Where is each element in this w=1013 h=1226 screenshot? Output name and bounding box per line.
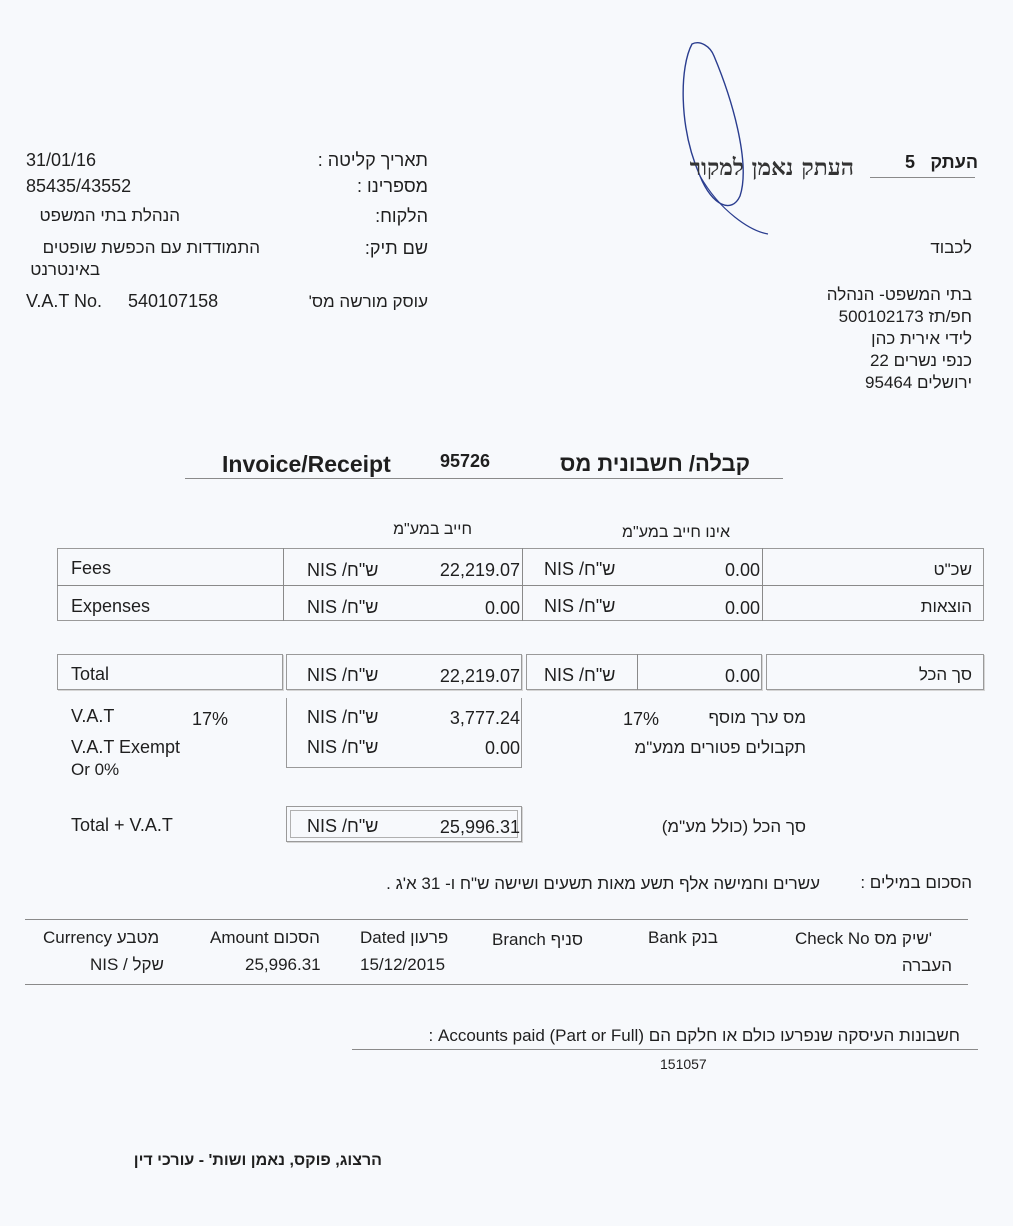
- recipient-line1: בתי המשפט- הנהלה: [826, 285, 972, 304]
- fees-liable-amount: 22,219.07: [439, 560, 520, 580]
- receipt-date-label: תאריך קליטה :: [317, 150, 428, 170]
- total-exempt-amount: 0.00: [724, 666, 760, 686]
- payment-value-currency: NIS / שקל: [90, 955, 164, 974]
- signature-scribble: [640, 36, 780, 246]
- recipient-line4: כנפי נשרים 22: [869, 351, 972, 370]
- fees-row-divider: [57, 585, 984, 586]
- invoice-number: 95726: [440, 451, 491, 471]
- grand-total-currency: NIS ש"ח/: [307, 816, 379, 836]
- payment-header-dated: Dated פרעון: [360, 928, 449, 947]
- grand-total-label-he: סך הכל (כולל מע"מ): [661, 817, 806, 836]
- fees-exempt-currency: NIS ש"ח/: [544, 559, 616, 579]
- payment-value-check: העברה: [901, 956, 952, 975]
- case-name-line1: התמודדות עם הכפשת שופטים: [42, 238, 260, 257]
- our-number: 85435/43552: [26, 176, 132, 196]
- payment-header-branch: Branch סניף: [492, 930, 584, 949]
- case-name-line2: באינטרנט: [30, 260, 100, 279]
- our-number-label: מספרינו :: [357, 176, 428, 196]
- accounts-label: חשבונות העיסקה שנפרעו כולם או חלקם הם (Accounts paid (Part or Full :: [428, 1026, 960, 1045]
- words-text: עשרים וחמישה אלף תשע מאות תשעים ושישה ש"ח ו- 31 א'ג .: [386, 874, 820, 893]
- client-name: הנהלת בתי המשפט: [39, 206, 180, 225]
- col-divider-2: [522, 548, 523, 621]
- copy-label: העתק: [930, 152, 978, 172]
- vat-number: 540107158: [128, 291, 219, 311]
- vat-exempt-currency: NIS ש"ח/: [307, 737, 379, 757]
- col-divider-3: [762, 548, 763, 621]
- vat-label-he-row: מס ערך מוסף: [708, 708, 806, 727]
- copy-underline: [870, 177, 975, 178]
- vat-currency: NIS ש"ח/: [307, 707, 379, 727]
- total-label-he: סך הכל: [918, 665, 972, 684]
- accounts-underline: [352, 1049, 978, 1050]
- expenses-exempt-amount: 0.00: [724, 598, 760, 618]
- words-label: הסכום במילים :: [860, 873, 972, 892]
- total-exempt-divider: [637, 654, 638, 690]
- receipt-date: 31/01/16: [26, 150, 97, 170]
- expenses-label-he: הוצאות: [920, 597, 972, 616]
- vat-exempt-label-en2: Or 0%: [71, 760, 120, 779]
- vat-exempt-amount: 0.00: [484, 738, 520, 758]
- payment-header-bank: Bank בנק: [648, 928, 718, 947]
- recipient-line2: חפ/תז 500102173: [838, 307, 972, 326]
- fees-liable-currency: NIS ש"ח/: [307, 560, 379, 580]
- grand-total-amount: 25,996.31: [439, 817, 520, 837]
- client-label: הלקוח:: [375, 206, 428, 226]
- payment-bottom-line: [25, 984, 968, 985]
- col-header-not-vat-liable: אינו חייב במע"מ: [622, 524, 730, 541]
- payment-header-currency: Currency מטבע: [43, 928, 160, 947]
- accounts-number: 151057: [660, 1056, 707, 1072]
- firm-name: הרצוג, פוקס, נאמן ושות' - עורכי דין: [133, 1152, 382, 1169]
- total-label-en: Total: [71, 664, 110, 684]
- expenses-liable-amount: 0.00: [484, 598, 520, 618]
- case-label: שם תיק:: [364, 238, 428, 258]
- payment-value-amount: 25,996.31: [245, 955, 321, 974]
- recipient-line5: ירושלים 95464: [865, 373, 972, 392]
- vat-rate-en: 17%: [192, 709, 229, 729]
- expenses-exempt-currency: NIS ש"ח/: [544, 596, 616, 616]
- total-exempt-currency: NIS ש"ח/: [544, 665, 616, 685]
- payment-top-line: [25, 919, 968, 920]
- copy-number: 5: [905, 152, 916, 172]
- recipient-to: לכבוד: [930, 238, 972, 257]
- vat-exempt-label-he: תקבולים פטורים ממע"מ: [634, 738, 806, 757]
- payment-header-check: Check No שיק מס': [795, 929, 933, 948]
- expenses-liable-currency: NIS ש"ח/: [307, 597, 379, 617]
- payment-header-amount: Amount הסכום: [210, 928, 320, 947]
- fees-label-en: Fees: [71, 558, 112, 578]
- title-en: Invoice/Receipt: [222, 451, 391, 477]
- col-divider-1: [283, 548, 284, 621]
- fees-label-he: שכ"ט: [933, 560, 972, 579]
- title-he: קבלה/ חשבונית מס: [559, 451, 750, 476]
- expenses-label-en: Expenses: [71, 596, 151, 616]
- vat-rate-he: 17%: [623, 709, 660, 729]
- vat-label-he: עוסק מורשה מס': [308, 292, 428, 311]
- stamp-text: העתק נאמן למקור: [689, 154, 854, 181]
- total-liable-currency: NIS ש"ח/: [307, 665, 379, 685]
- fees-exempt-amount: 0.00: [724, 560, 760, 580]
- total-liable-amount: 22,219.07: [439, 666, 520, 686]
- vat-label-en: V.A.T No.: [26, 291, 103, 311]
- col-header-vat-liable: חייב במע"מ: [393, 521, 472, 538]
- recipient-line3: לידי אירית כהן: [871, 329, 972, 348]
- title-underline: [185, 478, 783, 479]
- payment-value-dated: 15/12/2015: [360, 955, 446, 974]
- vat-label-en-row: V.A.T: [71, 706, 115, 726]
- vat-amount: 3,777.24: [449, 708, 520, 728]
- grand-total-label-en: Total + V.A.T: [71, 815, 173, 835]
- vat-exempt-label-en: V.A.T Exempt: [71, 737, 181, 757]
